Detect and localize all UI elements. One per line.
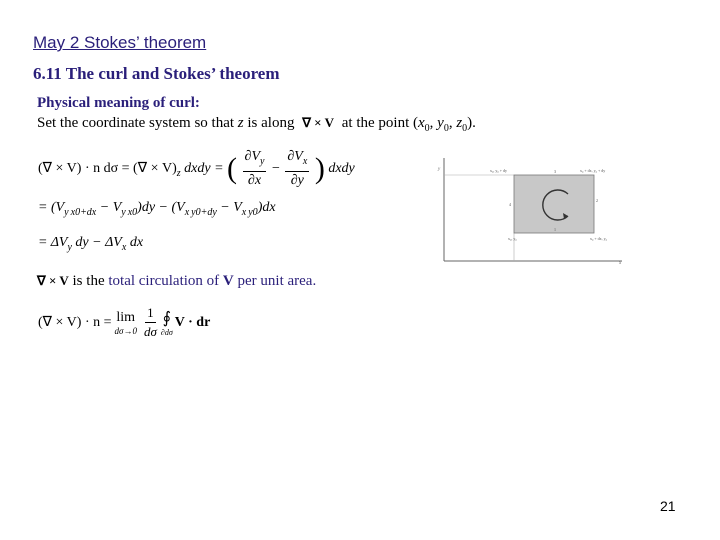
eq4-rhs: V · dr [174, 314, 211, 330]
eq2-b: − V [96, 200, 122, 215]
circulation-text-b: total circulation of [108, 273, 223, 289]
setup-sentence: Set the coordinate system so that z is along ∇ × V at the point ($x_0$, $y_0$, $z_0$). [37, 115, 476, 134]
corner-label-br: x₀ + dx, y₀ [590, 236, 608, 241]
eq3-b: dy − ΔV [71, 235, 122, 250]
y-axis-label: y [438, 167, 441, 172]
eq3-sub2: x [121, 241, 127, 253]
point-y: y [437, 115, 444, 131]
eq1-frac2-den: ∂y [290, 172, 304, 188]
eq2-eval2: x0 [127, 206, 138, 218]
eq2-a: = (V [38, 200, 65, 215]
setup-curl-symbol: ∇ × V [302, 115, 334, 130]
eq3-a: = ΔV [38, 235, 68, 250]
eq1-frac1-den: ∂x [247, 172, 262, 188]
equation-delta-form [38, 235, 143, 253]
corner-label-bl: x₀, y₀ [508, 236, 517, 241]
setup-var: z [237, 115, 244, 131]
area-element-box [514, 175, 594, 233]
section-title: 6.11 The curl and Stokes’ theorem [33, 64, 280, 83]
eq1-mid: dxdy = [180, 161, 228, 177]
eq2-eval1: x0+dx [70, 206, 97, 218]
eq1-lhs: (∇ × V) · n dσ = (∇ × V) [38, 161, 177, 177]
eq1-fraction-1 [243, 148, 267, 190]
setup-close: ). [467, 115, 476, 131]
setup-text-after: at the point ( [341, 115, 418, 131]
eq1-frac1-num: ∂V [244, 149, 261, 164]
eq3-c: dx [126, 235, 144, 250]
eq1-rhs: dxdy [324, 161, 355, 177]
eq2-sub4: x [241, 206, 247, 218]
circulation-figure [430, 150, 630, 268]
equation-circulation-expand [38, 200, 276, 218]
point-x-sub: 0 [424, 123, 430, 134]
circulation-v: V [222, 273, 234, 289]
edge-label-left: 4 [509, 202, 511, 207]
corner-label-tl: x₀, y₀ + dy [490, 168, 508, 173]
eq1-sub: z [176, 167, 181, 179]
x-axis-label: x [619, 261, 622, 266]
corner-label-tr: x₀ + dx, y₀ + dy [580, 168, 606, 173]
eq4-lhs: (∇ × V) · n = [38, 315, 112, 330]
eq4-oint-sub: ∂dσ [160, 328, 173, 337]
eq2-c: )dy − (V [137, 200, 185, 215]
slide-header-title: May 2 Stokes’ theorem [33, 33, 207, 52]
eq1-minus: − [271, 161, 284, 177]
eq1-frac2-num: ∂V [287, 149, 303, 164]
physical-meaning-heading: Physical meaning of curl: [37, 95, 200, 111]
circulation-curl-symbol: ∇ × V [37, 273, 69, 288]
eq3-sub1: y [67, 241, 72, 253]
eq2-sub2: y [121, 206, 126, 218]
eq4-lim-sub: dσ→0 [114, 325, 137, 336]
eq1-frac1-num-sub: y [260, 155, 265, 167]
edge-label-top: 3 [554, 169, 556, 174]
edge-label-right: 2 [596, 198, 598, 203]
eq2-d: − V [216, 200, 242, 215]
circulation-text-a: is the [68, 273, 109, 289]
point-z: z [456, 115, 463, 131]
eq1-frac2-num-sub: x [302, 155, 308, 167]
eq4-den: dσ [143, 324, 157, 339]
equation-curl-flux: (∇ × V) · n dσ = (∇ × $V)_z$ dxdy = ( $\frac{\partial V_y}{\partial x}$ − $\frac{\partial V_x}{\partial y}$ ) dxdy [38, 149, 355, 188]
eq4-lim: lim [116, 309, 136, 325]
point-y-sub: 0 [443, 123, 449, 134]
circulation-text-c: per unit area. [233, 273, 317, 289]
eq2-sub3: x [184, 206, 190, 218]
setup-text-before: Set the coordinate system so that [37, 115, 238, 131]
eq2-eval4: y0 [248, 206, 258, 218]
eq4-num: 1 [145, 304, 156, 323]
eq1-fraction-2 [285, 148, 309, 190]
point-x: x [417, 115, 425, 131]
edge-label-bottom: 1 [554, 227, 556, 232]
page-number: 21 [660, 498, 676, 514]
eq2-e: )dx [257, 200, 276, 215]
setup-text-mid: is along [243, 115, 299, 131]
eq2-sub1: y [64, 206, 69, 218]
eq2-eval3: y0+dy [191, 206, 217, 218]
eq4-oint: ∮ [162, 310, 171, 327]
circulation-sentence [37, 273, 316, 290]
point-z-sub: 0 [462, 123, 468, 134]
equation-curl-limit [38, 304, 210, 341]
